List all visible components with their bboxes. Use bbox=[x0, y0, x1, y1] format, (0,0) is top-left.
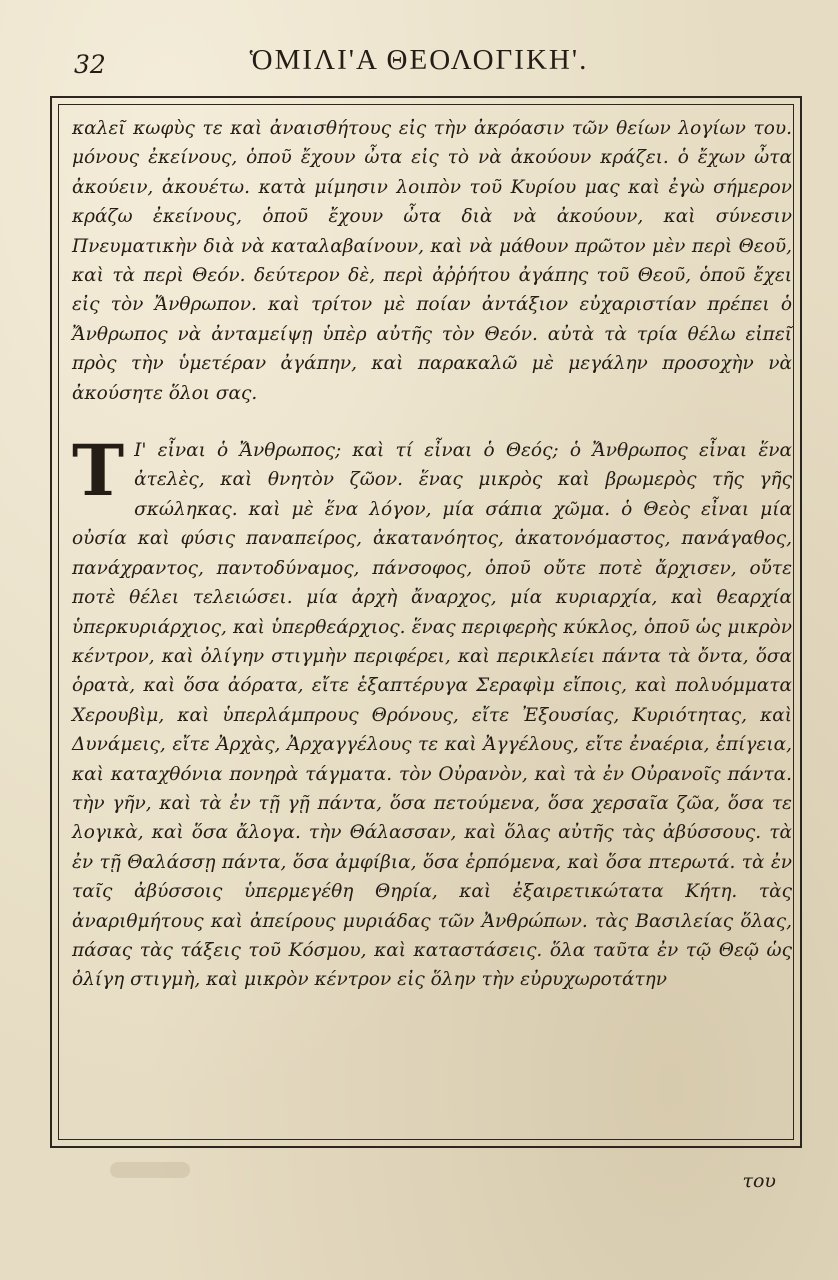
drop-cap: Τ bbox=[72, 429, 125, 513]
paper-stain bbox=[110, 1162, 190, 1178]
main-text-block bbox=[72, 114, 792, 995]
catchword: του bbox=[742, 1170, 776, 1192]
running-title: ὉΜΙΛΙ'Α ΘΕΟΛΟΓΙΚΗ'. bbox=[249, 44, 589, 76]
paragraph-1: καλεῖ κωφὺς τε καὶ ἀναισθήτους εἰς τὴν ἀκρόασιν τῶν θείων λογίων του. μόνους ἐκείνους, ὁποῦ ἔχουν ὦτα εἰς τὸ νὰ ἀκούουν κράζει. ὁ ἔχων ὦτα ἀκούειν, ἀκουέτω. κατὰ μίμησιν λοιπὸν τοῦ Κυρίου μας καὶ ἐγὼ σήμερον κράζω ἐκείνους, ὁποῦ ἔχουν ὦτα διὰ νὰ ἀκούουν, καὶ σύνεσιν Πνευματικὴν διὰ νὰ καταλαβαίνουν, καὶ νὰ μάθουν πρῶτον μὲν περὶ Θεοῦ, καὶ τὰ περὶ Θεόν. δεύτερον δὲ, περὶ ἀῤῥήτου ἀγάπης τοῦ Θεοῦ, ὁποῦ ἔχει εἰς τὸν Ἄνθρωπον. καὶ τρίτον μὲ ποίαν ἀντάξιον εὐχαριστίαν πρέπει ὁ Ἄνθρωπος νὰ ἀνταμείψῃ ὑπὲρ αὐτῆς τὸν Θεόν. αὐτὰ τὰ τρία θέλω εἰπεῖ πρὸς τὴν ὑμετέραν ἀγάπην, καὶ παρακαλῶ μὲ μεγάλην προσοχὴν νὰ ἀκούσητε ὅλοι σας. bbox=[72, 118, 792, 404]
paragraph-2-container bbox=[72, 429, 792, 995]
paragraph-2: Ι' εἶναι ὁ Ἄνθρωπος; καὶ τί εἶναι ὁ Θεός; ὁ Ἄνθρωπος εἶναι ἕνα ἀτελὲς, καὶ θνητὸν ζῶον. ἕνας μικρὸς καὶ βρωμερὸς τῆς γῆς σκώληκας. καὶ μὲ ἕνα λόγον, μία σάπια χῶμα. ὁ Θεὸς εἶναι μία οὐσία καὶ φύσις παναπείρος, ἀκατανόητος, ἀκατονόμαστος, πανάγαθος, πανάχραντος, παντοδύναμος, πάνσοφος, ὁποῦ οὔτε ποτὲ ἄρχισεν, οὔτε ποτὲ θέλει τελειώσει. μία ἀρχὴ ἄναρχος, μία κυριαρχία, καὶ θεαρχία ὑπερκυριάρχιος, καὶ ὑπερθεάρχιος. ἕνας περιφερὴς κύκλος, ὁποῦ ὡς μικρὸν κέντρον, καὶ ὀλίγην στιγμὴν περιφέρει, καὶ περικλείει πάντα τὰ ὄντα, ὅσα ὁρατὰ, καὶ ὅσα ἀόρατα, εἴτε ἑξαπτέρυγα Σεραφὶμ εἴποις, καὶ πολυόμματα Χερουβὶμ, καὶ ὑπερλάμπρους Θρόνους, εἴτε Ἐξουσίας, Κυριότητας, καὶ Δυνάμεις, εἴτε Ἀρχὰς, Ἀρχαγγέλους τε καὶ Ἀγγέλους, εἴτε ἐναέρια, ἐπίγεια, καὶ καταχθόνια πονηρὰ τάγματα. τὸν Οὐρανὸν, καὶ τὰ ἐν Οὐρανοῖς πάντα. τὴν γῆν, καὶ τὰ ἐν τῇ γῇ πάντα, ὅσα πετούμενα, ὅσα χερσαῖα ζῶα, ὅσα τε λογικὰ, καὶ ὅσα ἄλογα. τὴν Θάλασσαν, καὶ ὅλας αὐτῆς τὰς ἀβύσσους. τὰ ἐν τῇ Θαλάσσῃ πάντα, ὅσα ἀμφίβια, ὅσα ἑρπόμενα, καὶ ὅσα πτερωτά. τὰ ἐν ταῖς ἀβύσσοις ὑπερμεγέθη Θηρία, καὶ ἐξαιρετικώτατα Κήτη. τὰς ἀναριθμήτους καὶ ἀπείρους μυριάδας τῶν Ἀνθρώπων. τὰς Βασιλείας ὅλας, πάσας τὰς τάξεις τοῦ Κόσμου, καὶ καταστάσεις. ὅλα ταῦτα ἐν τῷ Θεῷ ὡς ὀλίγη στιγμὴ, καὶ μικρὸν κέντρον εἰς ὅλην τὴν εὐρυχωροτάτην bbox=[72, 440, 792, 991]
page-number: 32 bbox=[74, 50, 106, 79]
